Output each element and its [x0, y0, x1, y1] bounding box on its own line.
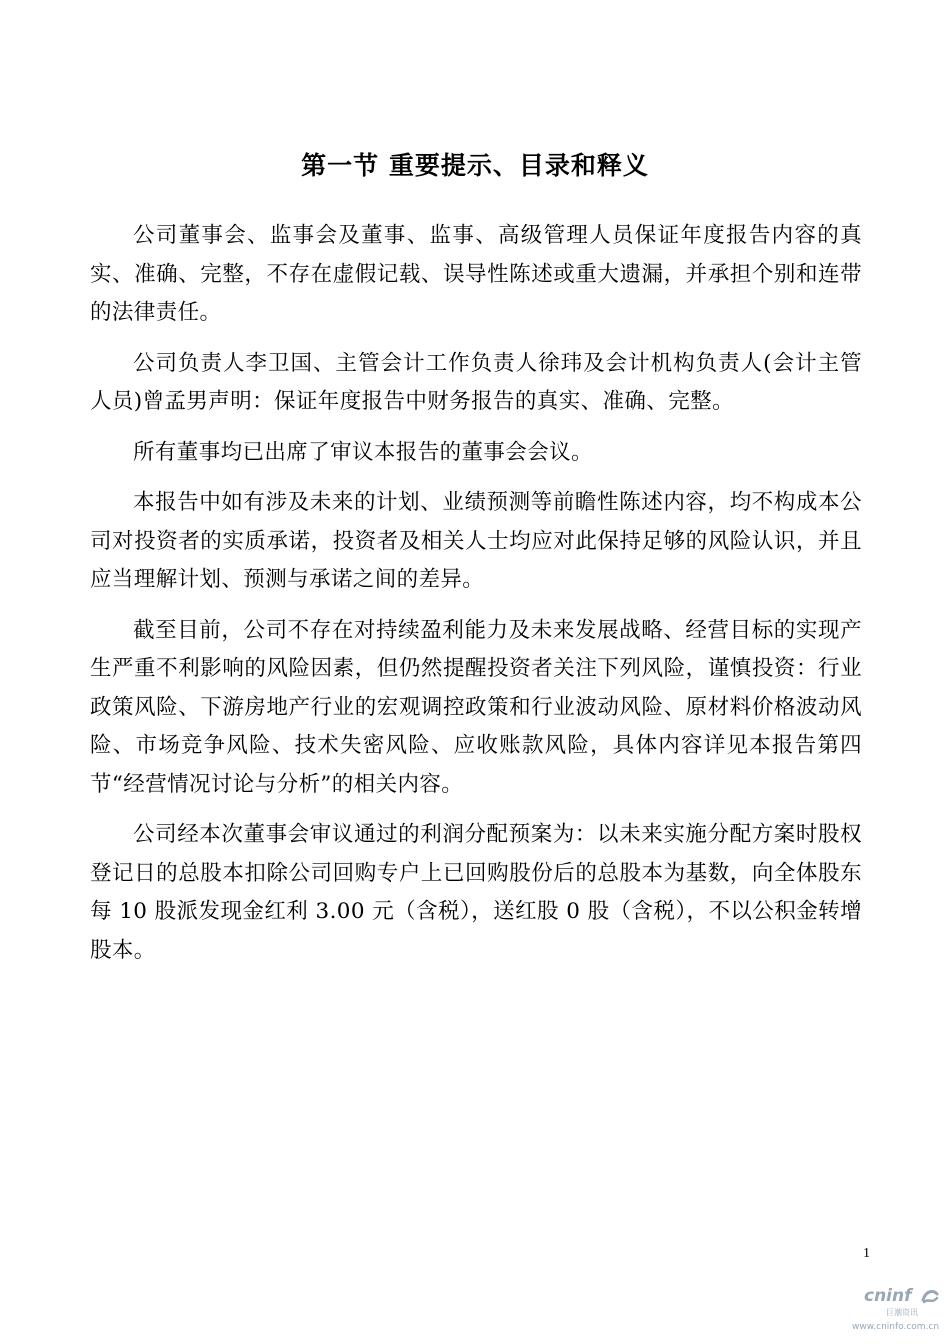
page-number: 1	[863, 1246, 870, 1261]
watermark-url: www.cninfo.com.cn	[852, 1322, 940, 1332]
paragraph-forward-looking: 本报告中如有涉及未来的计划、业绩预测等前瞻性陈述内容，均不构成本公司对投资者的实质承诺，投资者及相关人士均应对此保持足够的风险认识，并且应当理解计划、预测与承诺之间的差异。	[90, 490, 862, 592]
paragraph-declaration: 公司负责人李卫国、主管会计工作负责人徐玮及会计机构负责人(会计主管人员)曾孟男声明：保证年度报告中财务报告的真实、准确、完整。	[90, 350, 862, 414]
watermark-brand: cninf	[864, 1286, 912, 1306]
section-title: 第一节 重要提示、目录和释义	[301, 151, 649, 180]
cninfo-watermark	[848, 1282, 948, 1340]
document-body	[90, 217, 862, 982]
paragraph-risks: 截至目前，公司不存在对持续盈利能力及未来发展战略、经营目标的实现产生严重不利影响的风险因素，但仍然提醒投资者关注下列风险，谨慎投资：行业政策风险、下游房地产行业的宏观调控政策和行业波动风险、原材料价格波动风险、市场竞争风险、技术失密风险、应收账款风险，具体内容详见本报告第四节“经营情况讨论与分析”的相关内容。	[90, 617, 862, 797]
paragraph-dividend: 公司经本次董事会审议通过的利润分配预案为：以未来实施分配方案时股权登记日的总股本扣除公司回购专户上已回购股份后的总股本为基数，向全体股东每 10 股派发现金红利 3.00 元（含税），送红股 0 股（含税），不以公积金转增股本。	[90, 822, 862, 963]
paragraph-responsibility: 公司董事会、监事会及董事、监事、高级管理人员保证年度报告内容的真实、准确、完整，不存在虚假记载、误导性陈述或重大遗漏，并承担个别和连带的法律责任。	[90, 223, 862, 325]
paragraph-attendance: 所有董事均已出席了审议本报告的董事会会议。	[133, 439, 593, 465]
cninf-logo-icon	[920, 1288, 940, 1306]
watermark-subtitle: 巨潮资讯	[886, 1308, 918, 1317]
